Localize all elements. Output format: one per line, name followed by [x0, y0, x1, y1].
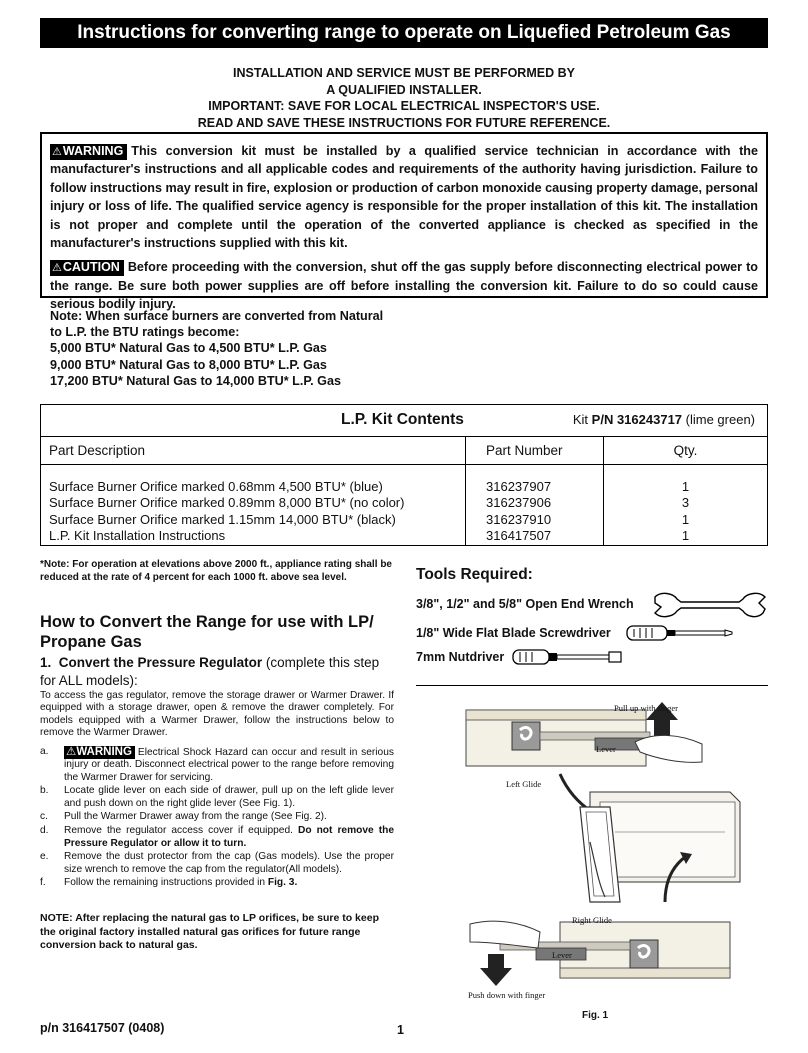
step-d-plain: Remove the regulator access cover if equipped.	[64, 825, 298, 837]
step-c-text: Pull the Warmer Drawer away from the range (See Fig. 2).	[64, 811, 327, 823]
figure-label-pull-up: Pull up with finger	[614, 703, 678, 713]
column-qty	[603, 465, 767, 545]
section-divider	[416, 685, 768, 686]
kit-table-header	[41, 405, 767, 437]
step-text	[64, 746, 394, 784]
btu-note-line: Note: When surface burners are converted from Natural	[50, 309, 384, 323]
step-b-text: Locate glide lever on each side of drawer, pull up on the left glide lever and push down on the right glide lever (See Fig. 1).	[64, 785, 394, 809]
step-f-text	[64, 877, 394, 889]
figure-label-left-glide: Left Glide	[506, 779, 542, 789]
warning-triangle-icon: ⚠	[66, 746, 77, 758]
install-notice-line: IMPORTANT: SAVE FOR LOCAL ELECTRICAL INSPECTOR'S USE.	[208, 99, 600, 113]
list-item	[40, 785, 394, 810]
table-cell-description: Surface Burner Orifice marked 0.68mm 4,500 BTU* (blue)	[49, 479, 383, 494]
table-cell-part-number: 316237907	[486, 479, 552, 494]
step-1-number: 1.	[40, 655, 52, 670]
caution-triangle-icon: ⚠	[52, 262, 62, 275]
column-header-description: Part Description	[41, 437, 465, 465]
btu-note-line: 5,000 BTU* Natural Gas to 4,500 BTU* L.P. Gas	[50, 341, 327, 356]
caution-badge	[50, 260, 124, 276]
list-item	[40, 811, 394, 823]
howto-heading	[40, 612, 400, 652]
elevation-note: *Note: For operation at elevations above 2000 ft., appliance rating shall be reduced at the rate of 4 percent for each 1000 ft. above sea level.	[40, 559, 392, 583]
figure-caption: Fig. 1	[582, 1010, 609, 1021]
list-item	[40, 877, 394, 889]
kit-part-number	[573, 412, 755, 427]
warning-box	[40, 132, 768, 312]
step-1-subtitle: (complete this step for ALL models):	[40, 655, 380, 688]
warning-badge	[50, 144, 127, 160]
nutdriver-icon	[512, 647, 624, 667]
page-number: 1	[397, 1023, 404, 1037]
table-cell-description: Surface Burner Orifice marked 1.15mm 14,000 BTU* (black)	[49, 511, 396, 527]
step-d-bold: Do not remove the Pressure Regulator or allow it to turn.	[64, 825, 394, 849]
step-letter: c.	[40, 811, 48, 823]
btu-note	[50, 308, 390, 389]
column-part-number	[465, 465, 603, 545]
list-item	[40, 825, 394, 850]
figure-label-lever-top: Lever	[596, 744, 616, 754]
install-notice-line: READ AND SAVE THESE INSTRUCTIONS FOR FUTURE REFERENCE.	[197, 115, 611, 130]
tool-item-nutdriver: 7mm Nutdriver	[416, 650, 505, 664]
intro-paragraph: To access the gas regulator, remove the storage drawer or Warmer Drawer. If equipped with a storage drawer, open & remove the drawer completely. For models equipped with a Warmer Drawer, follow the instructions below to remove the Warmer Drawer.	[40, 690, 394, 738]
tools-heading: Tools Required:	[416, 566, 533, 583]
caution-paragraph	[50, 258, 758, 313]
step-letter: d.	[40, 825, 49, 837]
table-cell-qty: 3	[681, 495, 690, 511]
kit-table-title: L.P. Kit Contents	[341, 411, 464, 428]
install-notice-line: A QUALIFIED INSTALLER.	[326, 82, 482, 97]
table-cell-qty: 1	[681, 527, 690, 543]
install-notice-line: INSTALLATION AND SERVICE MUST BE PERFORMED BY	[233, 66, 575, 80]
column-description	[41, 465, 465, 545]
step-letter: b.	[40, 785, 49, 797]
kit-contents-table	[40, 404, 768, 546]
step-f-plain: Follow the remaining instructions provided in	[64, 877, 268, 889]
page-title: Instructions for converting range to operate on Liquefied Petroleum Gas	[40, 18, 768, 48]
howto-heading-line: Propane Gas	[40, 633, 142, 651]
howto-heading-line: How to Convert the Range for use with LP/	[40, 613, 374, 631]
warning-paragraph	[50, 142, 758, 252]
kit-pn-suffix: (lime green)	[682, 412, 755, 427]
figure-1	[440, 692, 770, 1014]
table-cell-part-number: 316237910	[486, 511, 552, 527]
warning-badge-label: WARNING	[62, 144, 124, 158]
step-letter: e.	[40, 851, 49, 863]
table-cell-description: L.P. Kit Installation Instructions	[49, 527, 226, 543]
drawer-illustration	[440, 692, 770, 1014]
step-warning-label: WARNING	[76, 746, 132, 758]
step-f-bold: Fig. 3.	[267, 877, 298, 889]
table-cell-qty: 1	[681, 511, 690, 527]
btu-note-line: to L.P. the BTU ratings become:	[50, 325, 240, 340]
kit-pn-prefix: Kit	[572, 412, 592, 427]
warning-text: This conversion kit must be installed by a qualified service technician in accordance with the manufacturer's instructions and all applicable codes and requirements of the authority having jurisdiction. Failure to follow instructions may result in fire, explosion or production of carbon monoxide causing property damage, personal injury or loss of life. The qualified service agency is responsible for the proper installation of this kit. The installation is not proper and complete until the operation of the converted appliance is checked as specified in the manufacturer's instructions supplied with this kit.	[50, 144, 758, 251]
install-notice	[40, 65, 768, 131]
step-e-text: Remove the dust protector from the cap (Gas models). Use the proper size wrench to remove the cap from the regulator(All models).	[64, 851, 394, 875]
table-cell-qty: 1	[681, 479, 690, 494]
kit-pn-value: P/N 316243717	[591, 412, 683, 427]
steps-list	[40, 746, 394, 891]
screwdriver-icon	[626, 623, 734, 643]
column-header-qty: Qty.	[603, 437, 767, 465]
step-letter: f.	[40, 877, 46, 889]
btu-note-line: 17,200 BTU* Natural Gas to 14,000 BTU* L.P. Gas	[50, 373, 341, 388]
step-warning-badge	[64, 746, 135, 759]
step-1-title: Convert the Pressure Regulator	[58, 655, 263, 670]
figure-label-right-glide: Right Glide	[572, 915, 612, 925]
tool-item-screwdriver: 1/8" Wide Flat Blade Screwdriver	[416, 626, 611, 640]
list-item	[40, 746, 394, 784]
table-cell-part-number: 316417507	[486, 527, 552, 543]
list-item	[40, 851, 394, 876]
open-end-wrench-icon	[651, 591, 769, 619]
tool-item-wrench: 3/8", 1/2" and 5/8" Open End Wrench	[416, 597, 634, 611]
step-1-heading	[40, 654, 396, 690]
bottom-note: NOTE: After replacing the natural gas to LP orifices, be sure to keep the original factory installed natural gas orifices for future range conversion back to natural gas.	[40, 912, 379, 951]
caution-text: Before proceeding with the conversion, shut off the gas supply before disconnecting electrical power to the range. Be sure both power supplies are off before installing the conversion kit. Failure to do so could cause serious bodily injury.	[50, 260, 758, 312]
column-header-part-number: Part Number	[465, 437, 603, 465]
footer-part-number: p/n 316417507 (0408)	[40, 1021, 165, 1035]
caution-badge-label: CAUTION	[62, 260, 120, 275]
step-d-text	[64, 825, 394, 850]
table-cell-description: Surface Burner Orifice marked 0.89mm 8,000 BTU* (no color)	[49, 495, 405, 511]
btu-note-line: 9,000 BTU* Natural Gas to 8,000 BTU* L.P. Gas	[50, 357, 327, 372]
step-a-text: Electrical Shock Hazard can occur and result in serious injury or death. Disconnect electrical power to the range before removing the Warmer Drawer for servicing.	[64, 747, 394, 783]
table-cell-part-number: 316237906	[486, 495, 552, 511]
figure-label-lever-bottom: Lever	[552, 950, 572, 960]
warning-triangle-icon: ⚠	[52, 146, 62, 158]
step-letter: a.	[40, 746, 49, 757]
figure-label-push-down: Push down with finger	[468, 990, 546, 1000]
